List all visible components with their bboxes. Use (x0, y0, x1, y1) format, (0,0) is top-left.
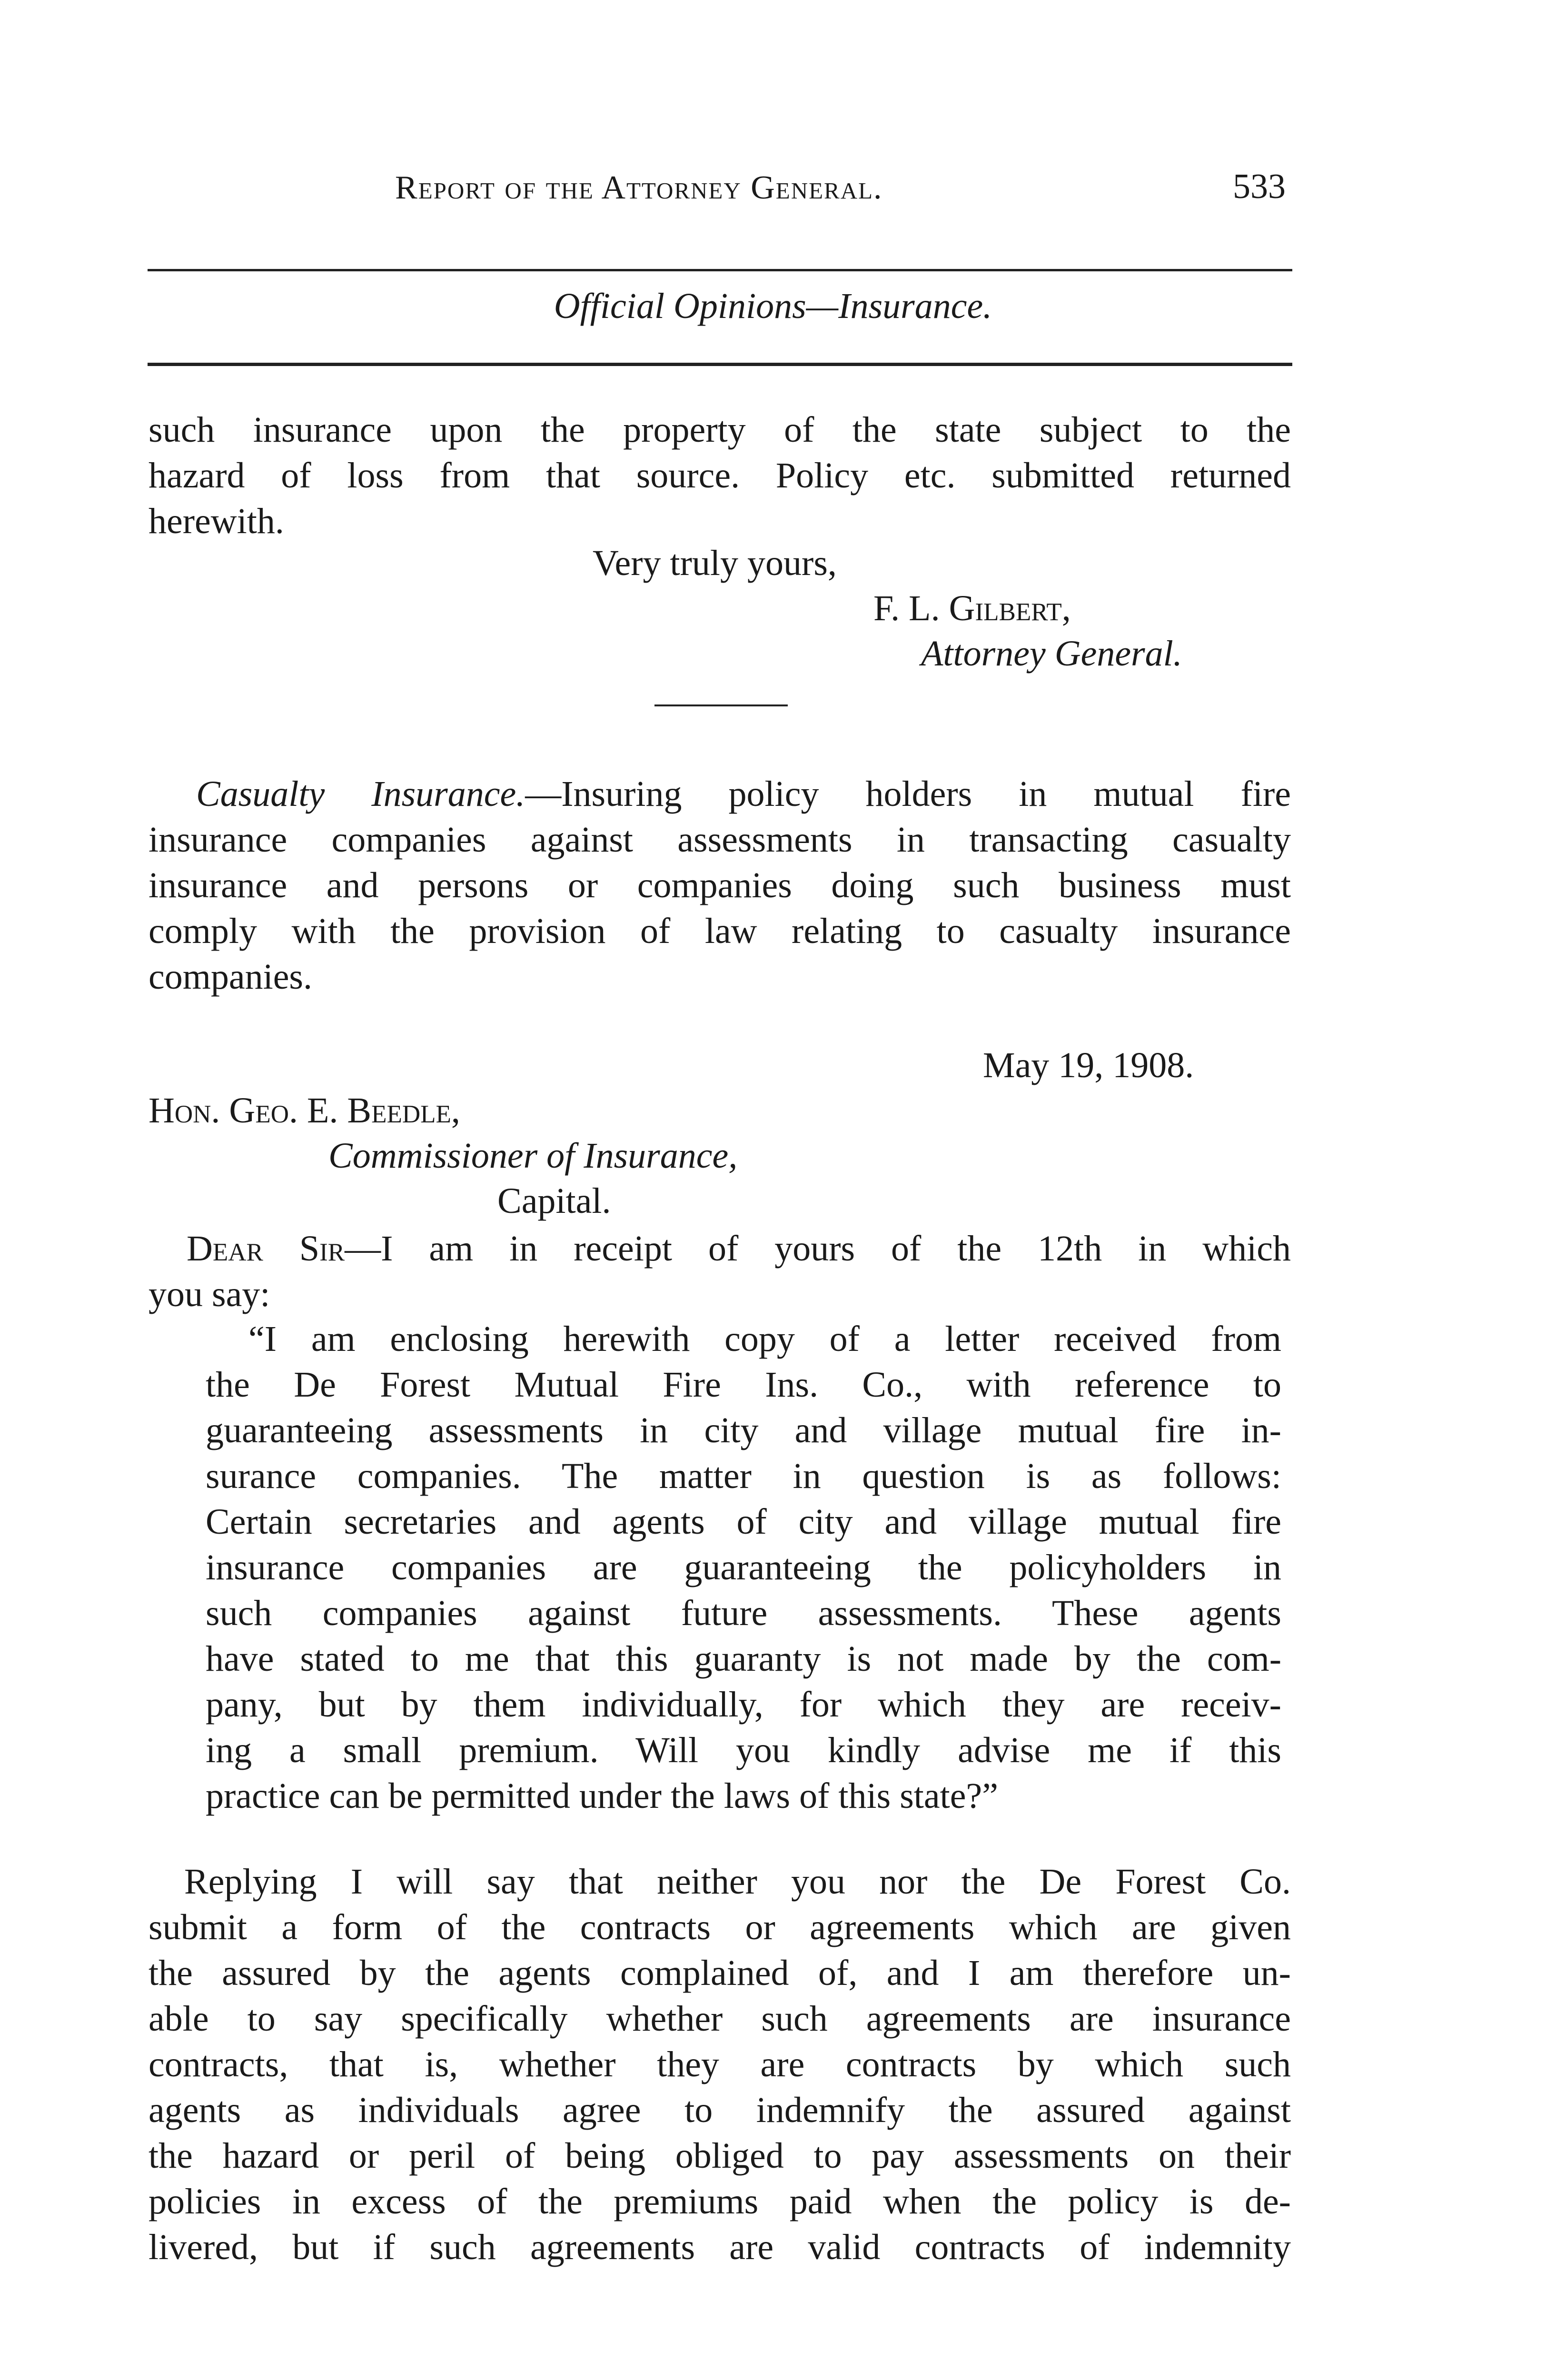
text-line: —I am in receipt of yours of the 12th in which (345, 1229, 1291, 1269)
syllabus-first-line (149, 771, 1291, 817)
text-line: the hazard or peril of being obliged to pay assessments on their (149, 2136, 1291, 2176)
quote-line: insurance companies are guaranteeing the policyholders in (206, 1547, 1281, 1587)
text-line: livered, but if such agreements are valid contracts of indemnity (149, 2227, 1291, 2267)
text-line: you say: (149, 1274, 270, 1314)
letter-date: May 19, 1908. (983, 1045, 1194, 1085)
syllabus-heading: Casualty Insurance. (196, 774, 525, 814)
text-line: such insurance upon the property of the state subject to the (149, 410, 1291, 450)
text-line: —Insuring policy holders in mutual fire (525, 774, 1291, 814)
quote-line: surance companies. The matter in question is as follows: (206, 1456, 1281, 1496)
text-line: insurance and persons or companies doing such business must (149, 865, 1291, 905)
quote-line: guaranteeing assessments in city and village mutual fire in- (206, 1410, 1281, 1450)
addressee-place: Capital. (497, 1181, 611, 1221)
text-line: able to say specifically whether such agreements are insurance (149, 1999, 1291, 2039)
quote-line: “I am enclosing herewith copy of a letter received from (248, 1319, 1281, 1359)
intro-first-line (149, 1226, 1291, 1271)
header-rule-top (148, 269, 1292, 271)
page-number: 533 (1233, 167, 1286, 206)
text-line: comply with the provision of law relating to casualty insurance (149, 911, 1291, 951)
addressee-title: Commissioner of Insurance, (328, 1136, 738, 1176)
text-line: Replying I will say that neither you nor the De Forest Co. (184, 1862, 1291, 1902)
header-rule-bottom (148, 363, 1292, 366)
syllabus (149, 771, 1291, 1000)
letter-intro (149, 1226, 1291, 1317)
quote-line: ing a small premium. Will you kindly advise me if this (206, 1730, 1281, 1770)
addressee-name: Hon. Geo. E. Beedle, (149, 1091, 460, 1130)
quote-line: Certain secretaries and agents of city and village mutual fire (206, 1502, 1281, 1542)
text-line: policies in excess of the premiums paid when the policy is de- (149, 2182, 1291, 2221)
quoted-inquiry (206, 1316, 1281, 1819)
section-title: Official Opinions—Insurance. (554, 286, 992, 326)
previous-opinion-text (149, 407, 1291, 544)
quote-line: practice can be permitted under the laws of this state?” (206, 1776, 998, 1816)
text-line: contracts, that is, whether they are contracts by which such (149, 2044, 1291, 2084)
signature-name: F. L. Gilbert, (873, 588, 1071, 628)
signature-title: Attorney General. (921, 634, 1182, 674)
salutation: Dear Sir (187, 1229, 345, 1269)
text-line: hazard of loss from that source. Policy etc. submitted returned (149, 456, 1291, 496)
quote-line: the De Forest Mutual Fire Ins. Co., with reference to (206, 1365, 1281, 1405)
reply-text (149, 1859, 1291, 2270)
quote-line: such companies against future assessments. These agents (206, 1593, 1281, 1633)
text-line: herewith. (149, 501, 284, 541)
text-line: submit a form of the contracts or agreements which are given (149, 1907, 1291, 1947)
closing-phrase: Very truly yours, (593, 543, 837, 583)
text-line: insurance companies against assessments in transacting casualty (149, 820, 1291, 860)
quote-line: pany, but by them individually, for which they are receiv- (206, 1685, 1281, 1725)
text-line: agents as individuals agree to indemnify the assured against (149, 2090, 1291, 2130)
running-title: Report of the Attorney General. (395, 169, 883, 206)
text-line: the assured by the agents complained of, and I am therefore un- (149, 1953, 1291, 1993)
text-line: companies. (149, 957, 313, 997)
section-divider (654, 704, 788, 706)
quote-line: have stated to me that this guaranty is not made by the com- (206, 1639, 1281, 1679)
